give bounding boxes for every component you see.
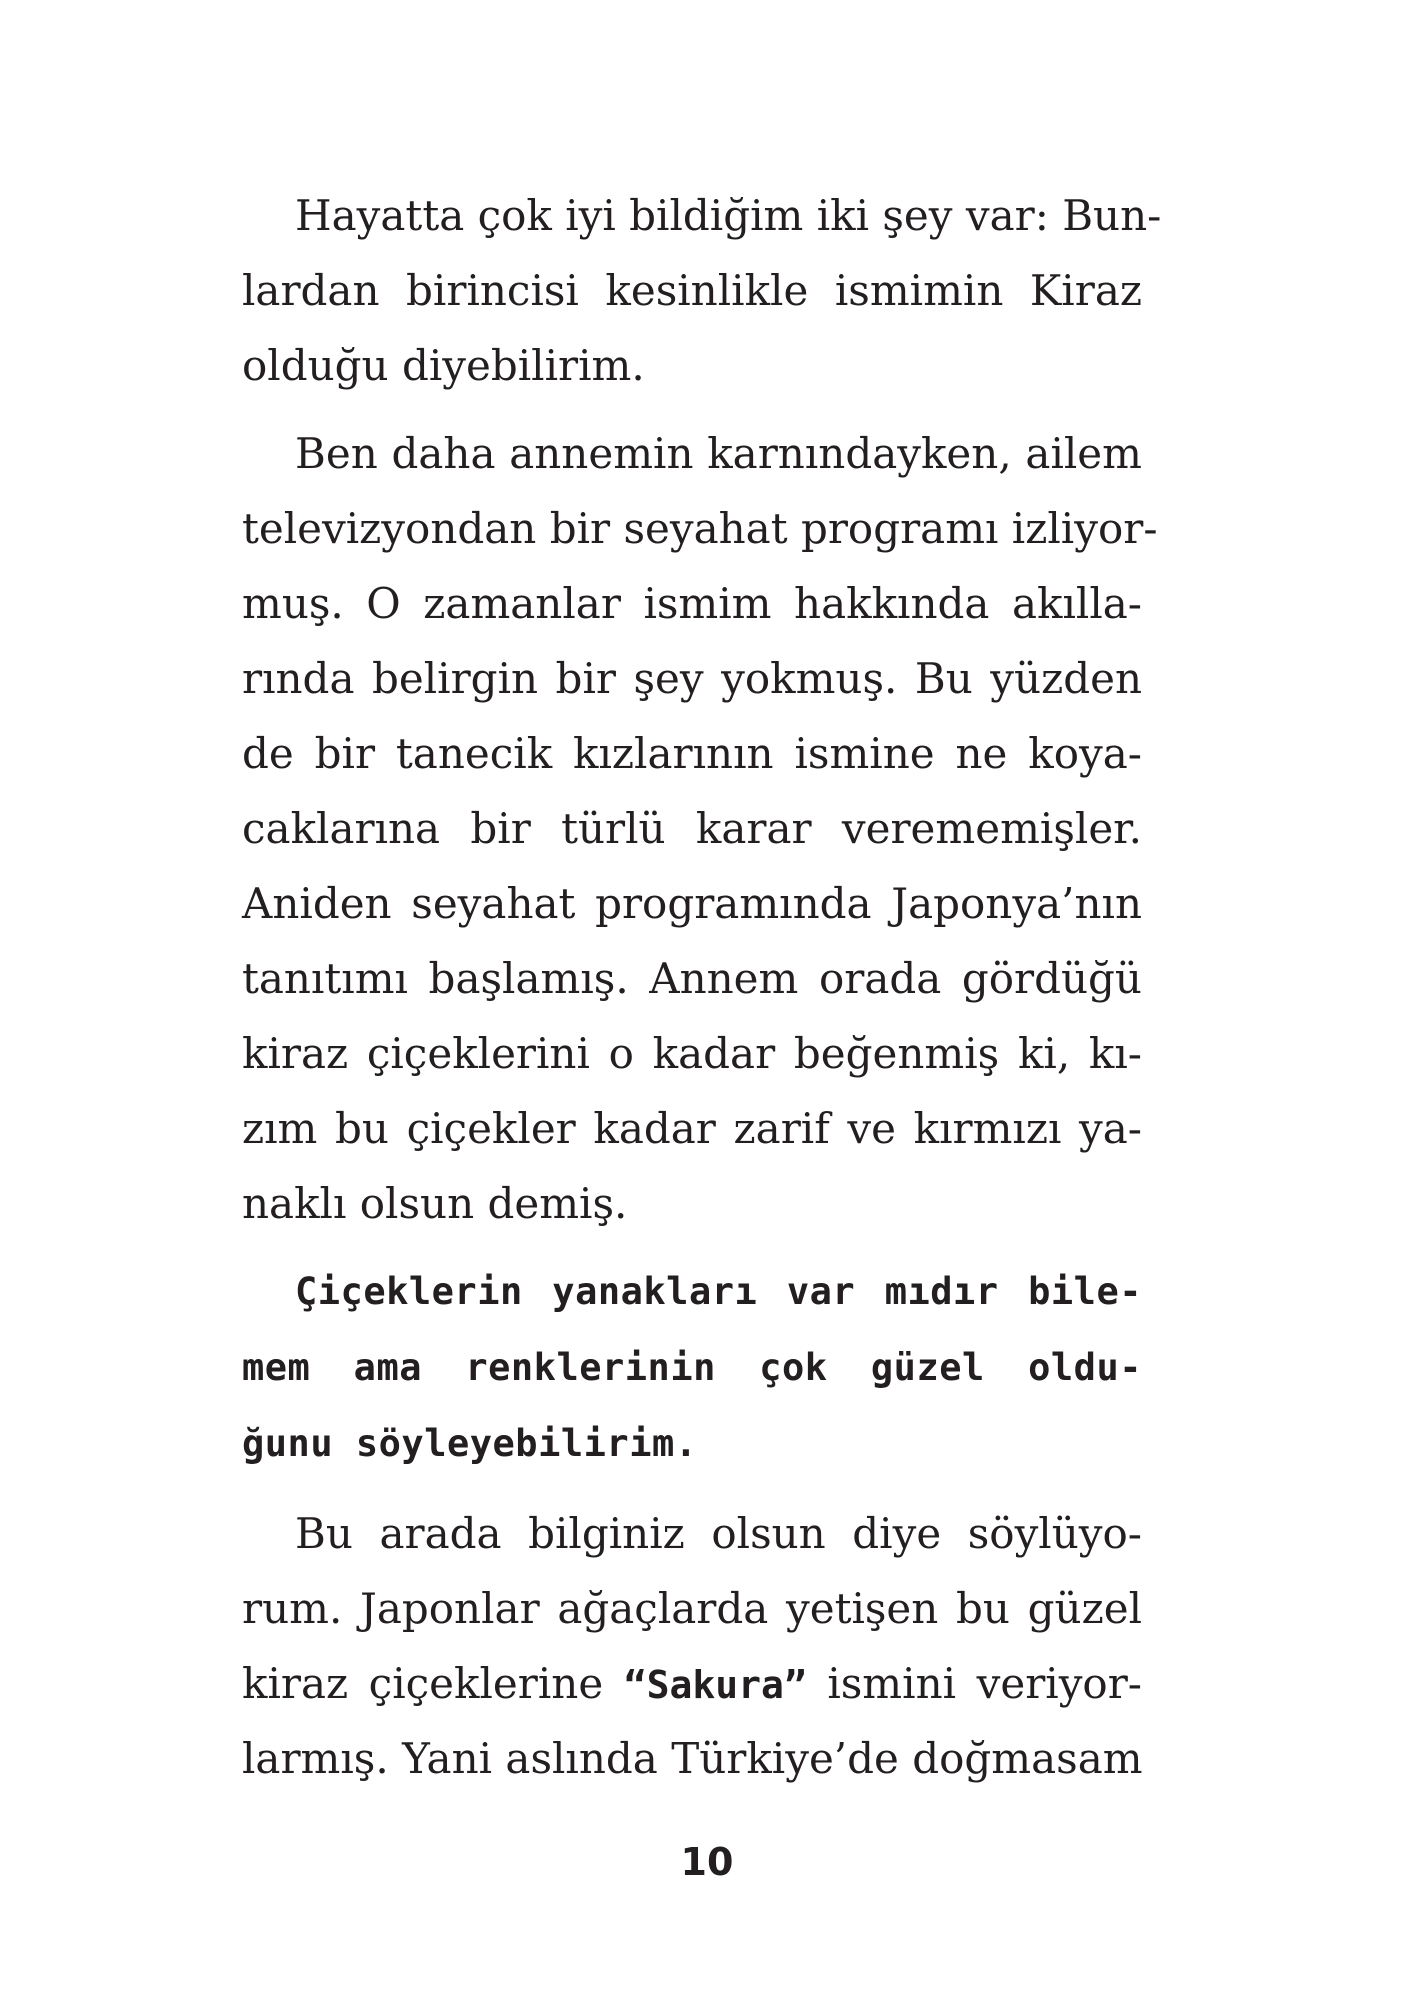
paragraph-2-line-11: naklı olsun demiş. <box>242 1179 628 1228</box>
paragraph-3-line-2: rum. Japonlar ağaçlarda yetişen bu güzel <box>242 1584 1142 1633</box>
paragraph-2-line-5: de bir tanecik kızlarının ismine ne koya- <box>242 729 1142 778</box>
paragraph-1-line-2: lardan birincisi kesinlikle ismimin Kiraz <box>242 266 1142 315</box>
paragraph-1-line-3: olduğu diyebilirim. <box>242 341 645 390</box>
sakura-handwritten-word: “Sakura” <box>623 1663 807 1707</box>
paragraph-3-line-3 <box>242 1654 1142 1715</box>
paragraph-1-line-1: Hayatta çok iyi bildiğim iki şey var: Bun- <box>295 191 1162 240</box>
paragraph-2-line-3: muş. O zamanlar ismim hakkında akılla- <box>242 579 1142 628</box>
paragraph-2-line-4: rında belirgin bir şey yokmuş. Bu yüzden <box>242 654 1142 703</box>
paragraph-2-line-10: zım bu çiçekler kadar zarif ve kırmızı ya- <box>242 1104 1142 1153</box>
paragraph-3-line-1: Bu arada bilginiz olsun diye söylüyo- <box>295 1509 1142 1558</box>
paragraph-2-line-9: kiraz çiçeklerini o kadar beğenmiş ki, kı- <box>242 1029 1142 1078</box>
paragraph-3-line-3-after: ismini veriyor- <box>806 1659 1142 1708</box>
paragraph-2-line-8: tanıtımı başlamış. Annem orada gördüğü <box>242 954 1142 1003</box>
paragraph-3-line-4: larmış. Yani aslında Türkiye’de doğmasam <box>242 1734 1143 1783</box>
paragraph-2-line-6: caklarına bir türlü karar verememişler. <box>242 804 1142 853</box>
paragraph-3-line-3-before: kiraz çiçeklerine <box>242 1659 624 1708</box>
page-number: 10 <box>680 1840 734 1884</box>
paragraph-2-line-2: televizyondan bir seyahat programı izliyor- <box>242 504 1158 553</box>
handwritten-note-line-2: mem ama renklerinin çok güzel oldu- <box>242 1346 1142 1389</box>
paragraph-2-line-1: Ben daha annemin karnındayken, ailem <box>295 429 1142 478</box>
paragraph-2-line-7: Aniden seyahat programında Japonya’nın <box>242 879 1142 928</box>
handwritten-note-line-3: ğunu söyleyebilirim. <box>242 1422 698 1465</box>
handwritten-note-line-1: Çiçeklerin yanakları var mıdır bile- <box>295 1270 1142 1313</box>
